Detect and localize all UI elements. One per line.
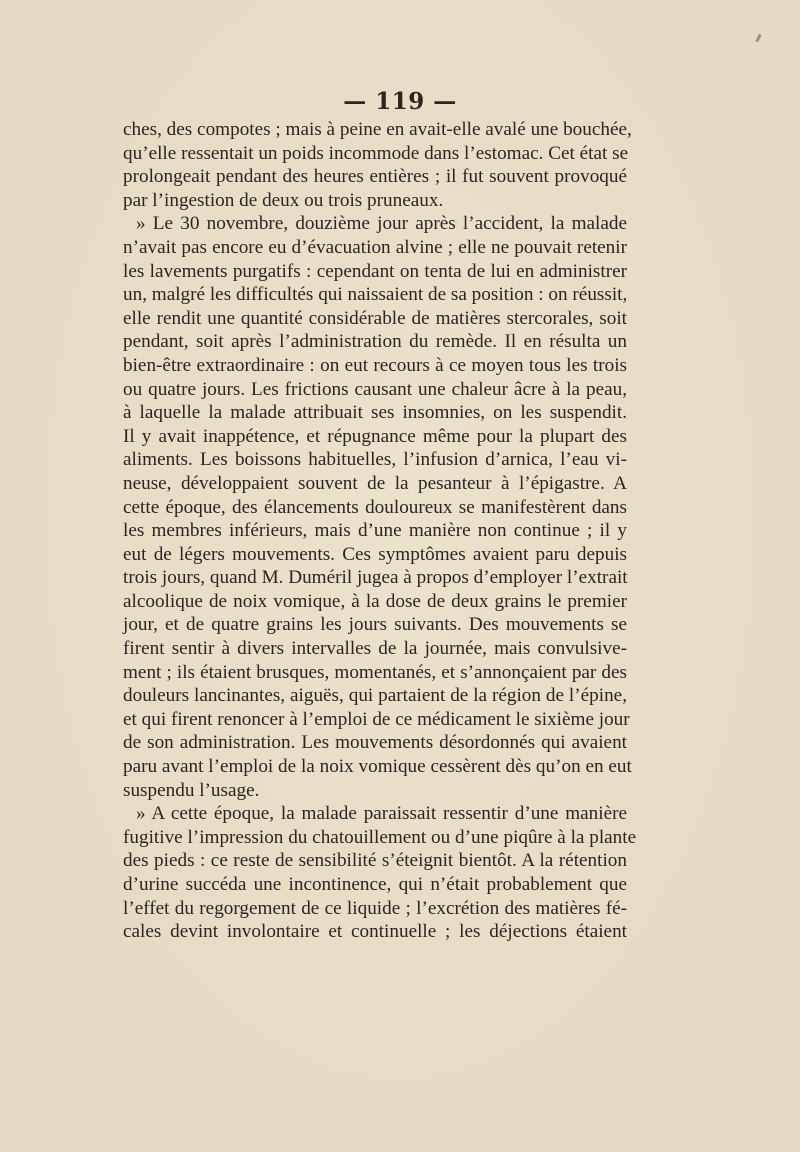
text-line: aliments. Les boissons habituelles, l’infusion d’arnica, l’eau vi- <box>123 449 627 471</box>
text-line: l’effet du regorgement de ce liquide ; l’excrétion des matières fé- <box>123 897 627 919</box>
edge-mark <box>755 34 761 43</box>
text-line: neuse, développaient souvent de la pesanteur à l’épigastre. A <box>123 472 627 494</box>
body-text <box>123 118 637 944</box>
text-line: trois jours, quand M. Duméril jugea à propos d’employer l’extrait <box>123 567 628 589</box>
text-line: pendant, soit après l’administration du remède. Il en résulta un <box>123 331 627 353</box>
text-line: bien-être extraordinaire : on eut recours à ce moyen tous les trois <box>123 354 627 376</box>
text-line: paru avant l’emploi de la noix vomique cessèrent dès qu’on en eut <box>123 756 632 778</box>
text-line: les membres inférieurs, mais d’une manière non continue ; il y <box>123 520 627 542</box>
text-line: eut de légers mouvements. Ces symptômes avaient paru depuis <box>123 543 627 565</box>
text-line: les lavements purgatifs : cependant on tenta de lui en administrer <box>123 260 627 282</box>
text-line: Il y avait inappétence, et répugnance même pour la plupart des <box>123 425 627 447</box>
text-line: de son administration. Les mouvements désordonnés qui avaient <box>123 732 627 754</box>
text-line: prolongeait pendant des heures entières ; il fut souvent provoqué <box>123 166 627 188</box>
text-line: jour, et de quatre grains les jours suivants. Des mouvements se <box>123 614 627 636</box>
text-line: fugitive l’impression du chatouillement ou d’une piqûre à la plante <box>123 826 637 848</box>
text-line: firent sentir à divers intervalles de la journée, mais convulsive- <box>123 638 627 660</box>
text-line: ches, des compotes ; mais à peine en avait-elle avalé une bouchée, <box>123 119 632 140</box>
text-line: » Le 30 novembre, douzième jour après l’accident, la malade <box>136 213 627 235</box>
text-line: ment ; ils étaient brusques, momentanés, et s’annonçaient par des <box>123 661 627 683</box>
text-line: qu’elle ressentait un poids incommode dans l’estomac. Cet état se <box>123 142 629 164</box>
text-line: d’urine succéda une incontinence, qui n’était probablement que <box>123 874 627 895</box>
text-line: elle rendit une quantité considérable de matières stercorales, soit <box>123 307 627 329</box>
text-line: un, malgré les difficultés qui naissaient de sa position : on réussit, <box>123 284 628 306</box>
text-line: et qui firent renoncer à l’emploi de ce médicament le sixième jour <box>123 708 630 730</box>
text-line: alcoolique de noix vomique, à la dose de deux grains le premier <box>123 590 627 612</box>
text-line: ou quatre jours. Les frictions causant une chaleur âcre à la peau, <box>123 378 627 400</box>
text-line: cette époque, des élancements douloureux se manifestèrent dans <box>123 496 627 518</box>
text-line: par l’ingestion de deux ou trois pruneaux. <box>123 189 444 211</box>
text-line: à laquelle la malade attribuait ses insomnies, on les suspendit. <box>123 402 627 424</box>
text-line: n’avait pas encore eu d’évacuation alvine ; elle ne pouvait retenir <box>123 236 627 258</box>
text-line: des pieds : ce reste de sensibilité s’éteignit bientôt. A la rétention <box>123 850 627 872</box>
text-line: suspendu l’usage. <box>123 779 260 801</box>
text-line: » A cette époque, la malade paraissait ressentir d’une manière <box>136 803 627 825</box>
page-number: — 119 — <box>343 88 457 115</box>
text-line: cales devint involontaire et continuelle ; les déjections étaient <box>123 921 627 943</box>
text-line: douleurs lancinantes, aiguës, qui partaient de la région de l’épine, <box>123 685 627 707</box>
